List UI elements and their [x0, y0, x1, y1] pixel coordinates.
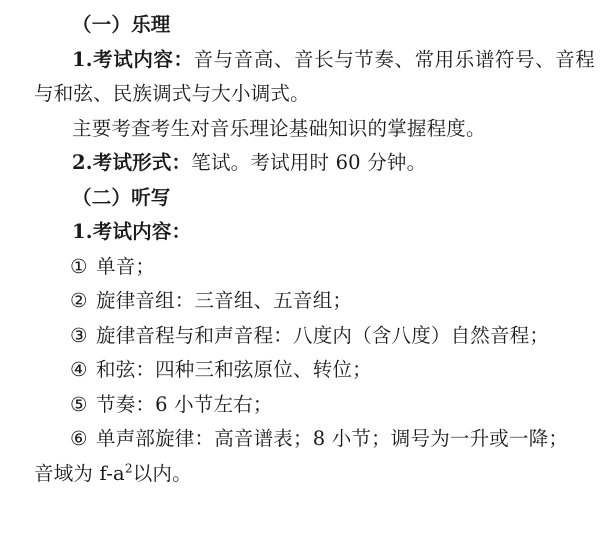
section-heading-lili: （一）乐理: [72, 13, 171, 36]
list-item: [34, 284, 595, 319]
list-item-text: 旋律音程与和声音程：八度内（含八度）自然音程；: [96, 323, 550, 347]
text-exam-content-1: 音与音高、音长与节奏、常用乐谱符号、音程与和弦、民族调式与大小调式。: [34, 47, 595, 105]
continuation-superscript: 2: [124, 461, 133, 475]
text-exam-form-1: 笔试。考试用时 60 分钟。: [191, 151, 427, 174]
list-item-text: 节奏：6 小节左右；: [96, 392, 273, 416]
list-item-text: 旋律音组：三音组、五音组；: [96, 289, 353, 312]
list-item-continuation: [34, 457, 595, 492]
paragraph-exam-form-1: [34, 146, 595, 181]
list-marker: ②: [70, 289, 88, 312]
paragraph-exam-note-1: [34, 112, 595, 147]
list-marker: ③: [70, 323, 88, 347]
list-item-text: 和弦：四种三和弦原位、转位；: [96, 358, 372, 381]
section-heading-tingxie: （二）听写: [72, 185, 171, 209]
text-exam-note-1: 主要考查考生对音乐理论基础知识的掌握程度。: [72, 116, 486, 140]
list-item: [34, 250, 595, 285]
list-marker: ①: [70, 254, 88, 278]
label-exam-content-1: 1.考试内容：: [72, 47, 194, 71]
continuation-prefix: 音域为 f-a: [34, 461, 125, 485]
list-item-text: 单声部旋律：高音谱表；8 小节；调号为一升或一降；: [96, 427, 569, 450]
list-marker: ⑤: [70, 392, 88, 416]
list-item-text: 单音；: [96, 254, 156, 278]
list-marker: ④: [70, 358, 88, 381]
list-item: [34, 388, 595, 423]
paragraph-exam-content-1: [34, 43, 595, 112]
continuation-suffix: 以内。: [132, 461, 192, 485]
list-item: [34, 353, 595, 388]
list-item: [34, 422, 595, 457]
list-item: [34, 319, 595, 354]
label-exam-content-2: 1.考试内容：: [72, 220, 192, 243]
label-exam-form-1: 2.考试形式：: [72, 151, 192, 174]
list-marker: ⑥: [70, 427, 88, 450]
